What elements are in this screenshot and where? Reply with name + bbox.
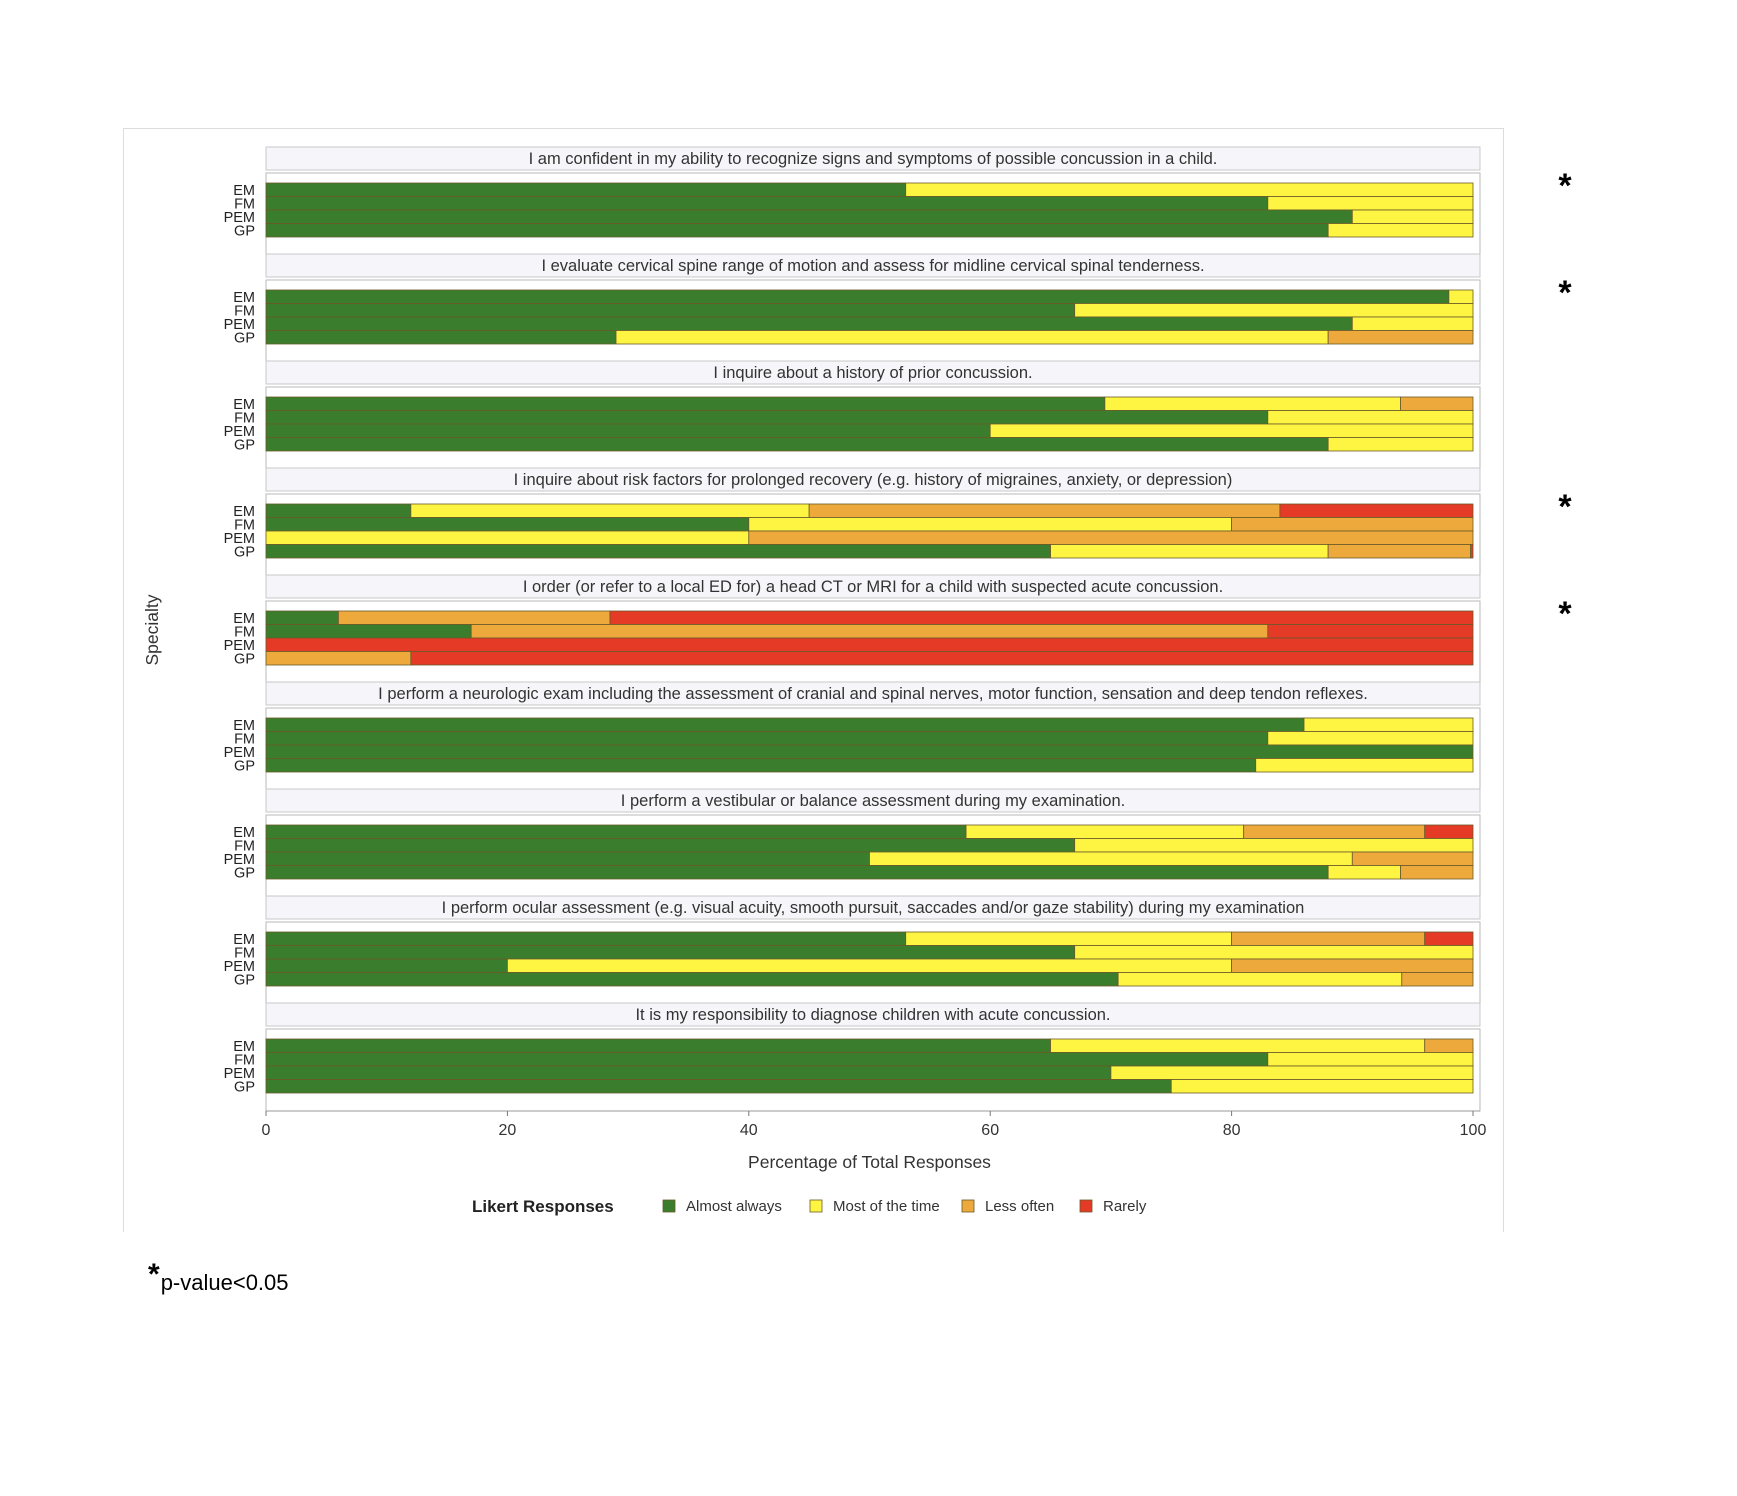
category-label: GP (234, 758, 255, 775)
bar-segment (1268, 411, 1473, 425)
legend-swatch (663, 1200, 675, 1212)
bar-segment (749, 531, 1473, 545)
bar-segment (266, 531, 749, 545)
bar-segment (1352, 852, 1473, 866)
bar-segment (1268, 732, 1473, 746)
bar-segment (1352, 317, 1473, 331)
bar-segment (1402, 973, 1473, 987)
bar-segment (266, 611, 338, 625)
significance-marker: * (1558, 488, 1572, 526)
bar-segment (266, 839, 1075, 853)
bar-segment (1051, 1039, 1425, 1053)
bar-segment (1471, 545, 1473, 559)
bar-segment (906, 932, 1232, 946)
category-label: PEM (223, 852, 255, 868)
category-label: EM (233, 290, 255, 306)
bar-segment (1051, 545, 1329, 559)
panel-title: I inquire about a history of prior concussion. (713, 364, 1033, 382)
bar-segment (1075, 946, 1473, 960)
footnote-marker: * (148, 1258, 160, 1291)
category-label: FM (234, 517, 255, 534)
bar-segment (809, 504, 1280, 518)
bar-segment (266, 290, 1449, 304)
bar-segment (266, 973, 1118, 987)
bar-segment (266, 732, 1268, 746)
category-label: PEM (223, 1066, 255, 1082)
category-label: PEM (223, 424, 255, 440)
bar-segment (616, 331, 1328, 345)
footnote-text: p-value<0.05 (160, 1270, 289, 1295)
category-label: FM (234, 410, 255, 427)
bar-segment (266, 424, 990, 438)
bar-segment (411, 504, 809, 518)
bar-segment (1232, 518, 1473, 532)
legend-entry: Most of the time (833, 1198, 940, 1215)
bar-segment (266, 304, 1075, 318)
bar-segment (266, 1053, 1268, 1067)
category-label: EM (233, 825, 255, 841)
bar-segment (266, 210, 1352, 224)
category-label: PEM (223, 959, 255, 975)
x-axis-label: Percentage of Total Responses (748, 1152, 991, 1172)
panel-title: I perform ocular assessment (e.g. visual acuity, smooth pursuit, saccades and/or gaze stability) during my examination (441, 899, 1305, 917)
category-label: PEM (223, 745, 255, 761)
bar-segment (1328, 545, 1470, 559)
significance-marker: * (1558, 595, 1572, 633)
category-label: FM (234, 838, 255, 855)
category-label: PEM (223, 531, 255, 547)
panel-title: I perform a vestibular or balance assessment during my examination. (620, 792, 1126, 810)
bar-segment (990, 424, 1473, 438)
bar-segment (749, 518, 1232, 532)
category-label: FM (234, 196, 255, 213)
x-tick-label: 80 (1222, 1122, 1241, 1139)
legend-swatch (962, 1200, 974, 1212)
bar-segment (471, 625, 1268, 639)
x-tick-label: 0 (261, 1122, 271, 1139)
legend-entry: Rarely (1103, 1198, 1147, 1215)
bar-segment (266, 652, 411, 666)
bar-segment (1268, 197, 1473, 211)
category-label: GP (234, 330, 255, 347)
bar-segment (266, 397, 1105, 411)
category-label: EM (233, 932, 255, 948)
panel-title: I order (or refer to a local ED for) a head CT or MRI for a child with suspected acute concussion. (522, 578, 1224, 596)
legend-entry: Less often (985, 1198, 1055, 1215)
bar-segment (266, 183, 906, 197)
panel-title: I evaluate cervical spine range of motion and assess for midline cervical spinal tenderness. (541, 257, 1205, 275)
category-label: PEM (223, 317, 255, 333)
bar-segment (266, 759, 1256, 773)
bar-segment (1111, 1066, 1473, 1080)
bar-segment (1075, 304, 1473, 318)
bar-segment (1268, 625, 1473, 639)
bar-segment (266, 866, 1328, 880)
category-label: FM (234, 945, 255, 962)
x-tick-label: 60 (981, 1122, 1000, 1139)
bar-segment (266, 718, 1304, 732)
panel-title: I am confident in my ability to recognize signs and symptoms of possible concussion in a child. (528, 150, 1218, 168)
bar-segment (1328, 224, 1473, 238)
x-tick-label: 40 (739, 1122, 758, 1139)
bar-segment (1232, 959, 1473, 973)
bar-segment (266, 518, 749, 532)
bar-segment (1425, 825, 1473, 839)
legend-swatch (1080, 1200, 1092, 1212)
panel-title: It is my responsibility to diagnose children with acute concussion. (635, 1006, 1111, 1024)
bar-segment (266, 411, 1268, 425)
category-label: GP (234, 544, 255, 561)
bar-segment (1118, 973, 1402, 987)
significance-marker: * (1558, 274, 1572, 312)
bar-segment (1425, 932, 1473, 946)
bar-segment (266, 504, 411, 518)
bar-segment (1401, 866, 1473, 880)
bar-segment (266, 197, 1268, 211)
category-label: FM (234, 624, 255, 641)
category-label: GP (234, 437, 255, 454)
category-label: GP (234, 1079, 255, 1096)
category-label: GP (234, 865, 255, 882)
bar-segment (1449, 290, 1473, 304)
bar-segment (870, 852, 1353, 866)
bar-segment (266, 625, 471, 639)
category-label: FM (234, 1052, 255, 1069)
bar-segment (266, 224, 1328, 238)
category-label: EM (233, 183, 255, 199)
bar-segment (1232, 932, 1425, 946)
bar-segment (266, 852, 870, 866)
category-label: EM (233, 504, 255, 520)
bar-segment (1171, 1080, 1473, 1094)
legend-entry: Almost always (686, 1198, 782, 1215)
category-label: EM (233, 1039, 255, 1055)
bar-segment (1075, 839, 1473, 853)
bar-segment (266, 1066, 1111, 1080)
bar-segment (507, 959, 1231, 973)
category-label: EM (233, 397, 255, 413)
bar-segment (266, 1039, 1051, 1053)
bar-segment (411, 652, 1473, 666)
bar-segment (266, 545, 1051, 559)
bar-segment (266, 959, 507, 973)
bar-segment (906, 183, 1473, 197)
bar-segment (266, 638, 1473, 652)
category-label: GP (234, 972, 255, 989)
bar-segment (1328, 331, 1473, 345)
y-axis-label: Specialty (142, 594, 162, 666)
legend-swatch (810, 1200, 822, 1212)
bar-segment (1280, 504, 1473, 518)
bar-segment (1244, 825, 1425, 839)
bar-segment (966, 825, 1244, 839)
bar-segment (266, 438, 1328, 452)
bar-segment (1328, 866, 1400, 880)
bar-segment (1304, 718, 1473, 732)
category-label: FM (234, 303, 255, 320)
panel-title: I perform a neurologic exam including the assessment of cranial and spinal nerves, motor function, sensation and deep tendon reflexes. (378, 685, 1368, 703)
bar-segment (1105, 397, 1401, 411)
category-label: EM (233, 611, 255, 627)
category-label: EM (233, 718, 255, 734)
bar-segment (266, 1080, 1171, 1094)
bar-segment (1256, 759, 1473, 773)
bar-segment (338, 611, 610, 625)
x-tick-label: 20 (498, 1122, 517, 1139)
bar-segment (266, 317, 1352, 331)
bar-segment (266, 932, 906, 946)
panel-title: I inquire about risk factors for prolonged recovery (e.g. history of migraines, anxiety, or depression) (513, 471, 1233, 489)
bar-segment (1425, 1039, 1473, 1053)
bar-segment (1268, 1053, 1473, 1067)
bar-segment (266, 745, 1473, 759)
legend-title: Likert Responses (472, 1197, 614, 1216)
category-label: PEM (223, 210, 255, 226)
bar-segment (610, 611, 1473, 625)
footnote (148, 1258, 289, 1296)
bar-segment (1401, 397, 1473, 411)
bar-segment (266, 946, 1075, 960)
category-label: GP (234, 223, 255, 240)
bar-segment (266, 825, 966, 839)
category-label: FM (234, 731, 255, 748)
bar-segment (1328, 438, 1473, 452)
x-tick-label: 100 (1459, 1122, 1487, 1139)
significance-marker: * (1558, 167, 1572, 205)
category-label: PEM (223, 638, 255, 654)
bar-segment (266, 331, 616, 345)
bar-segment (1352, 210, 1473, 224)
category-label: GP (234, 651, 255, 668)
